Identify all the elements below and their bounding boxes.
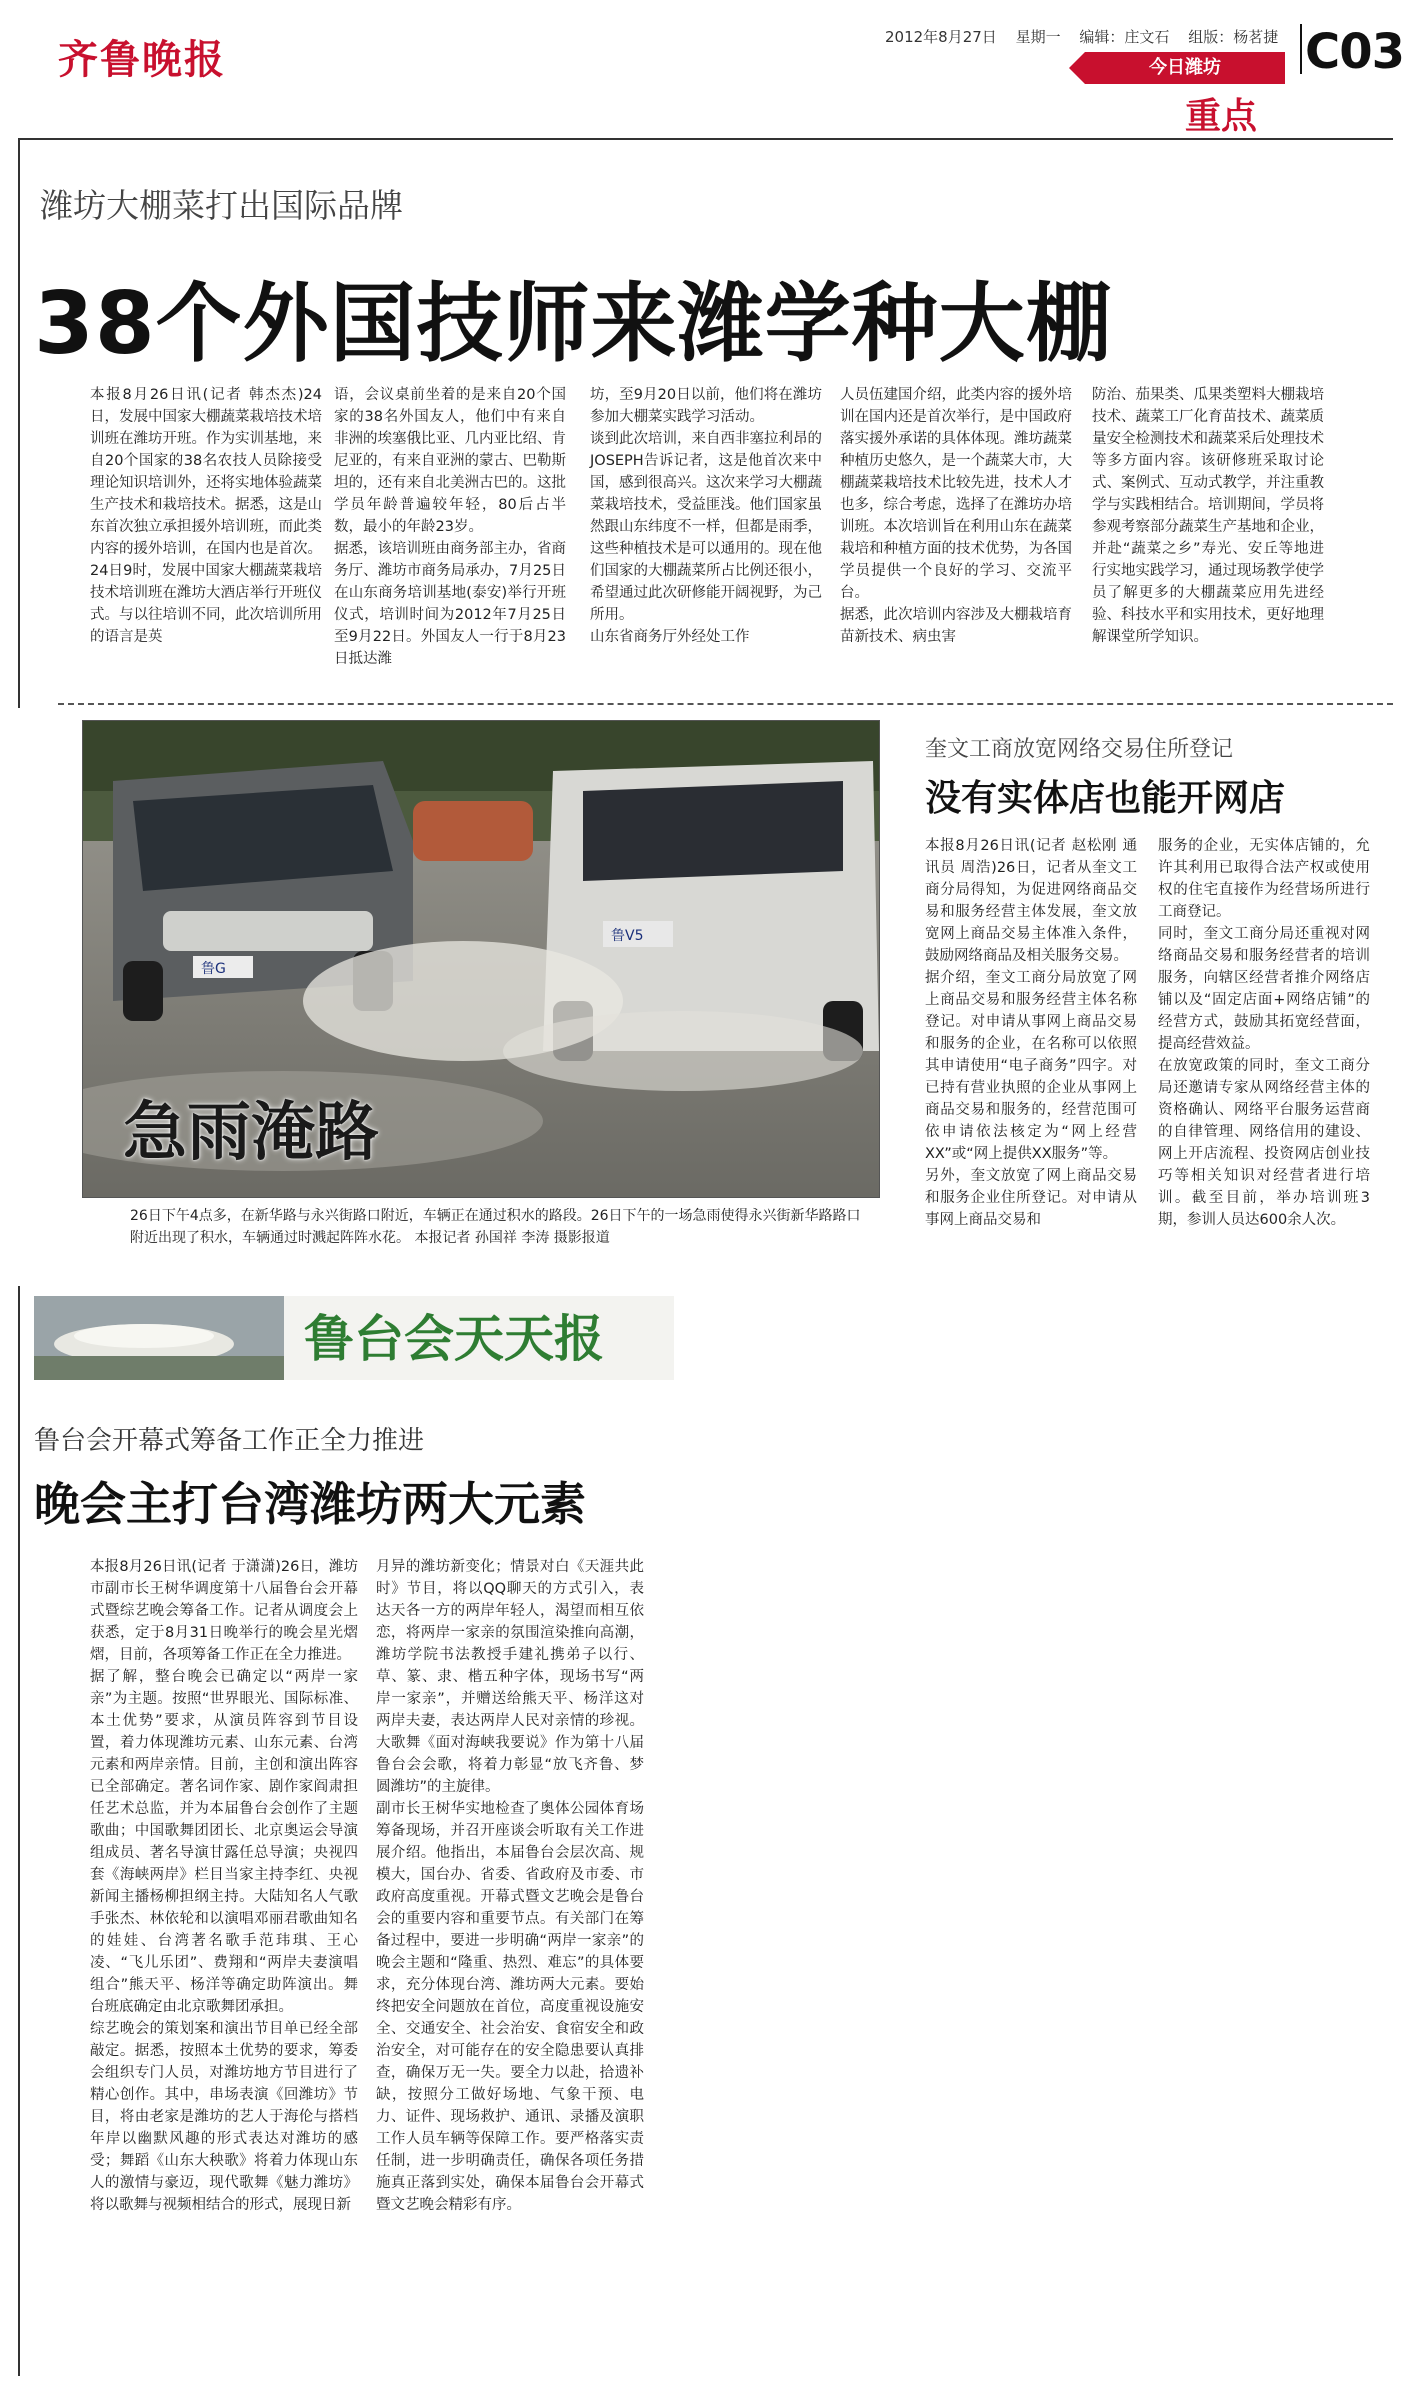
banner-graphic — [34, 1296, 674, 1380]
page-number: C03 — [1305, 24, 1405, 80]
column-banner — [34, 1296, 674, 1380]
story3-column-1: 本报8月26日讯(记者 于潇潇)26日，潍坊市副市长王树华调度第十八届鲁台会开幕式暨综艺晚会筹备工作。记者从调度会上获悉，定于8月31日晚举行的晚会星光熠熠，目前，各项筹备工作正在全力推进。 据了解，整台晚会已确定以“两岸一家亲”为主题。按照“世界眼光、国际标准、本土优势”要求，从演员阵容到节目设置，着力体现潍坊元素、山东元素、台湾元素和两岸亲情。目前，主创和演出阵容已全部确定。著名词作家、剧作家阎肃担任艺术总监，并为本届鲁台会创作了主题歌曲；中国歌舞团团长、北京奥运会导演组成员、著名导演甘露任总导演；央视四套《海峡两岸》栏目当家主持李红、央视新闻主播杨柳担纲主持。大陆知名人气歌手张杰、林依轮和以演唱邓丽君歌曲知名的娃娃、台湾著名歌手范玮琪、王心凌、“飞儿乐团”、费翔和“两岸夫妻演唱组合”熊天平、杨洋等确定助阵演出。舞台班底确定由北京歌舞团承担。 综艺晚会的策划案和演出节目单已经全部敲定。据悉，按照本土优势的要求，筹委会组织专门人员，对潍坊地方节目进行了精心创作。其中，串场表演《回潍坊》节目，将由老家是潍坊的艺人于海伦与搭档年岸以幽默风趣的形式表达对潍坊的感受；舞蹈《山东大秧歌》将着力体现山东人的激情与豪迈，现代歌舞《魅力潍坊》将以歌舞与视频相结合的形式，展现日新 — [90, 1559, 358, 2213]
story2-column-1: 本报8月26日讯(记者 赵松刚 通讯员 周浩)26日，记者从奎文工商分局得知，为促进网络商品交易和服务经营主体发展，奎文放宽网上商品交易主体准入条件，鼓励网络商品及相关服务交易。 据介绍，奎文工商分局放宽了网上商品交易和服务经营主体名称登记。对申请从事网上商品交易和服务的企业，在名称可以依照其申请使用“电子商务”四字。对已持有营业执照的企业从事网上商品交易和服务的，经营范围可依申请依法核定为“网上经营XX”或“网上提供XX服务”等。 另外，奎文放宽了网上商品交易和服务企业住所登记。对申请从事网上商品交易和 — [925, 838, 1137, 1228]
banner-title: 鲁台会天天报 — [304, 1309, 604, 1368]
story1-column-4: 人员伍建国介绍，此类内容的援外培训在国内还是首次举行，是中国政府落实援外承诺的具体体现。潍坊蔬菜种植历史悠久，是一个蔬菜大市，大棚蔬菜栽培技术比较先进，技术人才也多，综合考虑，选择了在潍坊办培训班。本次培训旨在利用山东在蔬菜栽培和种植方面的技术优势，为各国学员提供一个良好的学习、交流平台。 据悉，此次培训内容涉及大棚栽培育苗新技术、病虫害 — [840, 387, 1072, 645]
photo-caption: 26日下午4点多，在新华路与永兴街路口附近，车辆正在通过积水的路段。26日下午的一场急雨使得永兴街新华路路口附近出现了积水，车辆通过时溅起阵阵水花。 本报记者 孙国祥 李涛 摄影报道 — [130, 1208, 861, 1246]
story1-column-1: 本报8月26日讯(记者 韩杰杰)24日，发展中国家大棚蔬菜栽培技术培训班在潍坊开班。作为实训基地，来自20个国家的38名农技人员除接受理论知识培训外，还将实地体验蔬菜生产技术和栽培技术。据悉，这是山东首次独立承担援外培训班，而此类内容的援外培训，在国内也是首次。 24日9时，发展中国家大棚蔬菜栽培技术培训班在潍坊大酒店举行开班仪式。与以往培训不同，此次培训所用的语言是英 — [90, 387, 322, 645]
story3-kicker: 鲁台会开幕式筹备工作正全力推进 — [34, 1426, 425, 1456]
left-rule — [18, 138, 20, 708]
story2-kicker: 奎文工商放宽网络交易住所登记 — [925, 737, 1234, 762]
newspaper-logo: 齐鲁晚报 — [58, 36, 226, 83]
right-plate: 鲁V5 — [611, 928, 644, 944]
story1-kicker: 潍坊大棚菜打出国际品牌 — [40, 186, 403, 225]
left-plate: 鲁G — [201, 961, 226, 977]
story2-column-2: 服务的企业，无实体店铺的，允许其利用已取得合法产权或使用权的住宅直接作为经营场所进行工商登记。 同时，奎文工商分局还重视对网络商品交易和服务经营者的培训服务，向辖区经营者推介网络店铺以及“固定店面+网络店铺”的经营方式，鼓励其拓宽经营面，提高经营效益。 在放宽政策的同时，奎文工商分局还邀请专家从网络经营主体的资格确认、网络平台服务运营商的自律管理、网络信用的建设、网上开店流程、投资网店创业技巧等相关知识对经营者进行培训。截至目前，举办培训班3期，参训人员达600余人次。 — [1158, 838, 1370, 1228]
editor-credit: 编辑：庄文石 — [1079, 28, 1170, 46]
story1-column-5: 防治、茄果类、瓜果类塑料大棚栽培技术、蔬菜工厂化育苗技术、蔬菜质量安全检测技术和蔬菜采后处理技术等多方面内容。该研修班采取讨论式、案例式、互动式教学，并注重教学与实践相结合。培训期间，学员将参观考察部分蔬菜生产基地和企业，并赴“蔬菜之乡”寿光、安丘等地进行实地实践学习，通过现场教学使学员了解更多的大棚蔬菜应用先进经验、科技水平和实用技术，更好地理解课堂所学知识。 — [1092, 387, 1324, 645]
story1-headline: 38个外国技师来潍学种大棚 — [34, 274, 1113, 374]
lower-left-rule — [18, 1286, 20, 2376]
story1-column-3: 坊，至9月20日以前，他们将在潍坊参加大棚菜实践学习活动。 谈到此次培训，来自西非塞拉利昂的JOSEPH告诉记者，这是他首次来中国，感到很高兴。这次来学习大棚蔬菜栽培技术，受益匪浅。他们国家虽然跟山东纬度不一样，但都是雨季，这些种植技术是可以通用的。现在他们国家的大棚蔬菜所占比例还很小，希望通过此次研修能开阔视野，为己所用。 山东省商务厅外经处工作 — [590, 387, 822, 645]
header-meta — [885, 26, 1292, 47]
story3-column-2: 月异的潍坊新变化；情景对白《天涯共此时》节目，将以QQ聊天的方式引入，表达天各一方的两岸年轻人，渴望而相互依恋，将两岸一家亲的氛围渲染推向高潮，潍坊学院书法教授手建礼携弟子以行、草、篆、隶、楷五种字体，现场书写“两岸一家亲”，并赠送给熊天平、杨洋这对两岸夫妻，表达两岸人民对亲情的珍视。大歌舞《面对海峡我要说》作为第十八届鲁台会会歌，将着力彰显“放飞齐鲁、梦圆潍坊”的主旋律。 副市长王树华实地检查了奥体公园体育场筹备现场，并召开座谈会听取有关工作进展介绍。他指出，本届鲁台会层次高、规模大，国台办、省委、省政府及市委、市政府高度重视。开幕式暨文艺晚会是鲁台会的重要内容和重要节点。有关部门在筹备过程中，要进一步明确“两岸一家亲”的晚会主题和“隆重、热烈、难忘”的具体要求，充分体现台湾、潍坊两大元素。要始终把安全问题放在首位，高度重视设施安全、交通安全、社会治安、食宿安全和政治安全，对可能存在的安全隐患要认真排查，确保万无一失。要全力以赴，拾遗补缺，按照分工做好场地、气象干预、电力、证件、现场救护、通讯、录播及演职工作人员车辆等保障工作。要严格落实责任制，进一步明确责任，确保各项任务措施真正落到实处，确保本届鲁台会开幕式暨文艺晚会精彩有序。 — [376, 1559, 644, 2213]
layout-credit: 组版：杨茗捷 — [1188, 28, 1279, 46]
section-key: 重点 — [1185, 95, 1258, 137]
header-divider — [1300, 24, 1302, 74]
issue-date: 2012年8月27日 — [885, 28, 997, 46]
news-photo — [82, 720, 880, 1198]
story1-column-2: 语，会议桌前坐着的是来自20个国家的38名外国友人，他们中有来自非洲的埃塞俄比亚、几内亚比绍、肯尼亚的，有来自亚洲的蒙古、巴勒斯坦的，还有来自北美洲古巴的。这批学员年龄普遍较年轻，80后占半数，最小的年龄23岁。 据悉，该培训班由商务部主办，省商务厅、潍坊市商务局承办，7月25日在山东商务培训基地(泰安)举行开班仪式，培训时间为2012年7月25日至9月22日。外国友人一行于8月23日抵达潍 — [334, 387, 566, 667]
photo-title: 急雨淹路 — [123, 1096, 379, 1170]
story3-headline: 晚会主打台湾潍坊两大元素 — [34, 1477, 586, 1531]
story2-headline: 没有实体店也能开网店 — [925, 778, 1286, 819]
section-separator — [58, 703, 1393, 705]
top-rule — [18, 138, 1393, 140]
section-tab: 今日潍坊 — [1085, 52, 1285, 84]
issue-weekday: 星期一 — [1015, 28, 1061, 46]
